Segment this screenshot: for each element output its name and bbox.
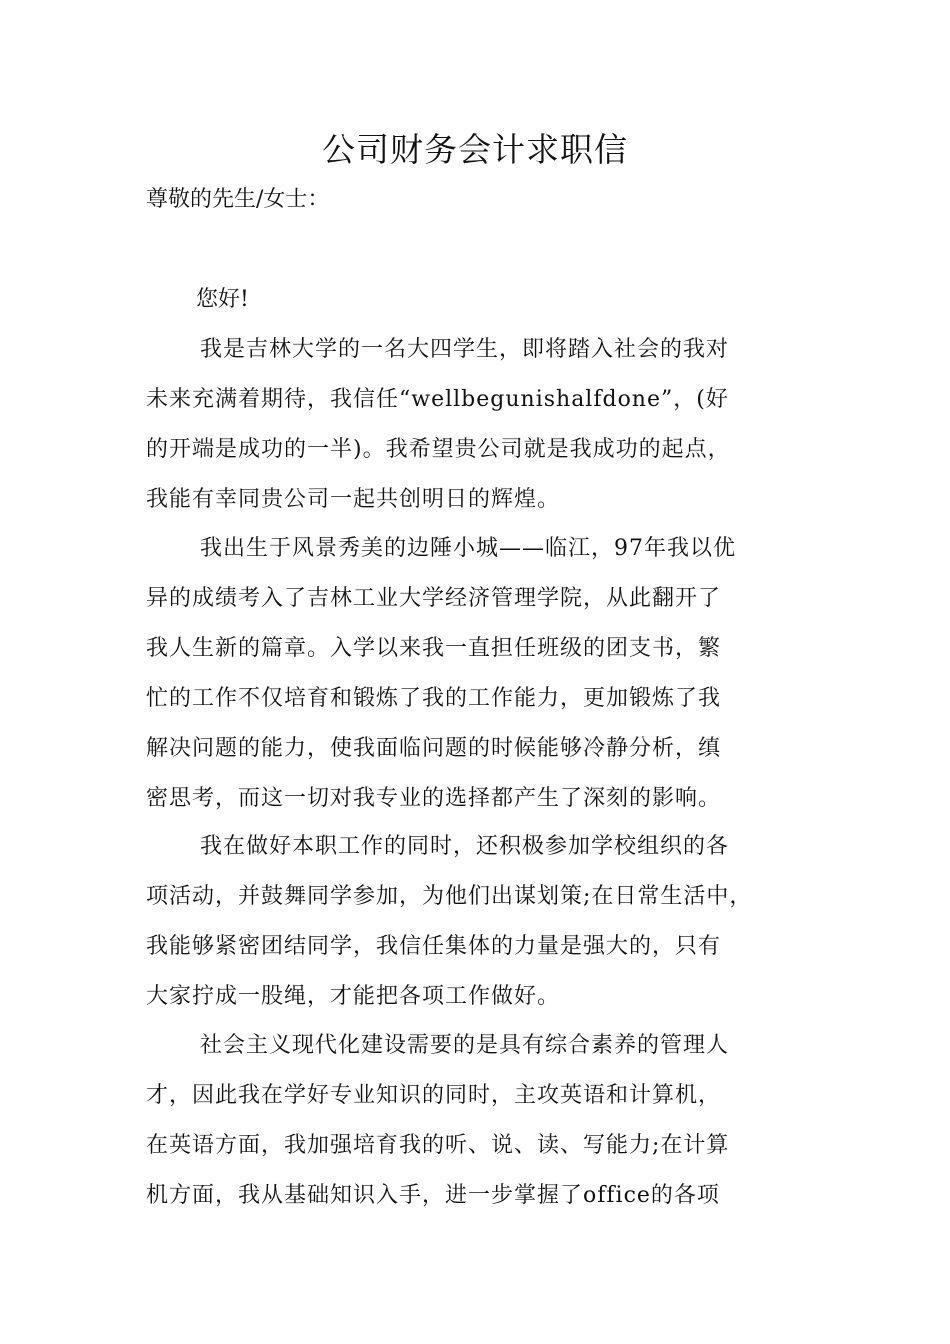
paragraph-line: 我出生于风景秀美的边陲小城——临江，97年我以优 [200,536,736,561]
document-title: 公司财务会计求职信 [322,130,628,169]
paragraph-line: 密思考，而这一切对我专业的选择都产生了深刻的影响。 [146,786,722,811]
paragraph-line: 的开端是成功的一半)。我希望贵公司就是我成功的起点， [146,437,731,462]
paragraph-line: 我在做好本职工作的同时，还积极参加学校组织的各 [200,834,730,859]
paragraph-4 [146,1021,836,1221]
paragraph-line: 在英语方面，我加强培育我的听、说、读、写能力;在计算 [146,1133,730,1158]
paragraph-line: 解决问题的能力，使我面临问题的时候能够冷静分析，缜 [146,736,722,761]
paragraph-line: 社会主义现代化建设需要的是具有综合素养的管理人 [200,1033,730,1058]
paragraph-line: 机方面，我从基础知识入手，进一步掌握了office的各项 [146,1183,720,1208]
paragraph-1 [146,325,836,525]
paragraph-line: 大家拧成一股绳，才能把各项工作做好。 [146,984,561,1009]
greeting: 您好! [196,287,249,312]
paragraph-3 [146,822,836,1022]
paragraph-line: 我能够紧密团结同学，我信任集体的力量是强大的，只有 [146,934,722,959]
paragraph-line: 我是吉林大学的一名大四学生，即将踏入社会的我对 [200,337,730,362]
paragraph-line: 项活动，并鼓舞同学参加，为他们出谋划策;在日常生活中， [146,884,753,909]
paragraph-line: 我人生新的篇章。入学以来我一直担任班级的团支书，繁 [146,636,722,661]
paragraph-line: 异的成绩考入了吉林工业大学经济管理学院，从此翻开了 [146,586,722,611]
paragraph-line: 忙的工作不仅培育和锻炼了我的工作能力，更加锻炼了我 [146,686,722,711]
paragraph-line: 未来充满着期待，我信任“wellbegunishalfdone”，(好 [146,387,729,412]
salutation: 尊敬的先生/女士： [146,187,330,212]
paragraph-line: 我能有幸同贵公司一起共创明日的辉煌。 [146,487,561,512]
paragraph-2 [146,524,836,824]
paragraph-line: 才，因此我在学好专业知识的同时，主攻英语和计算机， [146,1083,722,1108]
